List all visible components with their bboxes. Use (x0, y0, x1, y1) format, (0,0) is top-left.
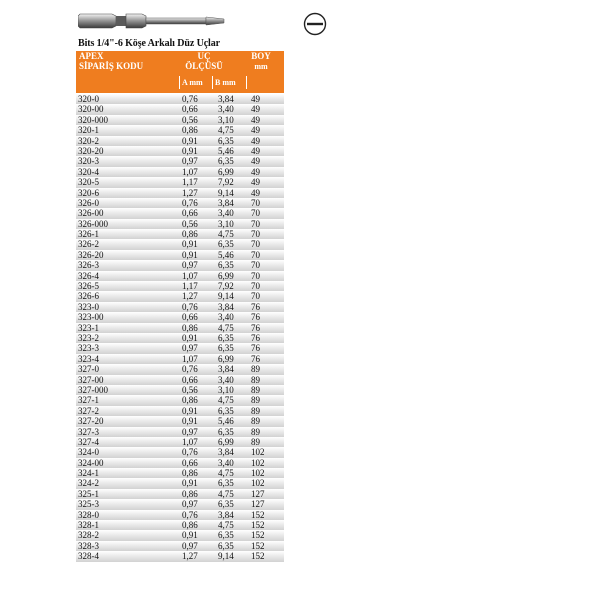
length-cell: 70 (251, 239, 260, 250)
b-mm-cell: 7,92 (218, 177, 234, 188)
b-mm-cell: 4,75 (218, 488, 234, 499)
a-mm-cell: 0,76 (182, 301, 198, 312)
header-length-unit: mm (254, 62, 268, 71)
a-mm-cell: 0,86 (182, 395, 198, 406)
b-mm-cell: 6,35 (218, 156, 234, 167)
length-cell: 76 (251, 301, 260, 312)
b-mm-cell: 3,84 (218, 509, 234, 520)
length-cell: 49 (251, 104, 260, 115)
b-mm-cell: 3,84 (218, 197, 234, 208)
length-cell: 89 (251, 416, 260, 427)
table-row (76, 302, 284, 312)
length-cell: 152 (251, 551, 265, 562)
length-cell: 70 (251, 218, 260, 229)
table-row (76, 104, 284, 114)
table-row (76, 468, 284, 478)
a-mm-cell: 0,56 (182, 384, 198, 395)
length-cell: 152 (251, 509, 265, 520)
length-cell: 152 (251, 520, 265, 531)
order-code-cell: 328-4 (78, 551, 99, 562)
order-code-cell: 327-0 (78, 364, 99, 375)
table-row (76, 229, 284, 239)
slotted-tip-icon (302, 11, 328, 37)
order-code-cell: 320-0 (78, 94, 99, 104)
b-mm-cell: 3,40 (218, 457, 234, 468)
order-code-cell: 325-3 (78, 499, 99, 510)
a-mm-cell: 0,76 (182, 94, 198, 104)
b-mm-cell: 6,35 (218, 478, 234, 489)
table-row (76, 177, 284, 187)
length-cell: 76 (251, 353, 260, 364)
table-row (76, 167, 284, 177)
length-cell: 70 (251, 249, 260, 260)
order-code-cell: 327-4 (78, 436, 99, 447)
length-cell: 49 (251, 114, 260, 125)
order-code-cell: 327-000 (78, 384, 108, 395)
a-mm-cell: 0,91 (182, 135, 198, 146)
a-mm-cell: 0,86 (182, 488, 198, 499)
table-row (76, 333, 284, 343)
order-code-cell: 324-1 (78, 468, 99, 479)
b-mm-cell: 4,75 (218, 229, 234, 240)
length-cell: 49 (251, 177, 260, 188)
a-mm-cell: 0,97 (182, 540, 198, 551)
length-cell: 49 (251, 125, 260, 136)
length-cell: 70 (251, 229, 260, 240)
header-length: BOY (251, 51, 271, 61)
b-mm-cell: 6,35 (218, 343, 234, 354)
b-mm-cell: 6,35 (218, 499, 234, 510)
b-mm-cell: 4,75 (218, 322, 234, 333)
order-code-cell: 328-2 (78, 530, 99, 541)
length-cell: 89 (251, 374, 260, 385)
length-cell: 70 (251, 270, 260, 281)
a-mm-cell: 0,66 (182, 457, 198, 468)
table-row (76, 146, 284, 156)
order-code-cell: 320-000 (78, 114, 108, 125)
table-row (76, 427, 284, 437)
order-code-cell: 324-2 (78, 478, 99, 489)
screwdriver-bit-icon (78, 10, 238, 32)
table-row (76, 239, 284, 249)
a-mm-cell: 1,07 (182, 436, 198, 447)
b-mm-cell: 6,35 (218, 405, 234, 416)
table-row (76, 364, 284, 374)
a-mm-cell: 1,27 (182, 291, 198, 302)
table-row (76, 458, 284, 468)
order-code-cell: 320-00 (78, 104, 104, 115)
table-row (76, 136, 284, 146)
table-row (76, 541, 284, 551)
table-row (76, 323, 284, 333)
table-row (76, 447, 284, 457)
length-cell: 76 (251, 343, 260, 354)
order-code-cell: 326-00 (78, 208, 104, 219)
length-cell: 49 (251, 135, 260, 146)
a-mm-cell: 0,91 (182, 530, 198, 541)
b-mm-cell: 6,35 (218, 332, 234, 343)
table-row (76, 198, 284, 208)
table-row (76, 406, 284, 416)
b-mm-cell: 6,35 (218, 530, 234, 541)
order-code-cell: 326-5 (78, 281, 99, 292)
a-mm-cell: 1,17 (182, 281, 198, 292)
a-mm-cell: 0,66 (182, 312, 198, 323)
table-row (76, 291, 284, 301)
a-mm-cell: 0,91 (182, 405, 198, 416)
length-cell: 89 (251, 384, 260, 395)
length-cell: 76 (251, 312, 260, 323)
a-mm-cell: 0,86 (182, 229, 198, 240)
b-mm-cell: 3,10 (218, 384, 234, 395)
length-cell: 102 (251, 457, 265, 468)
table-row (76, 156, 284, 166)
b-mm-cell: 3,40 (218, 104, 234, 115)
length-cell: 70 (251, 208, 260, 219)
b-mm-cell: 9,14 (218, 291, 234, 302)
b-mm-cell: 6,35 (218, 540, 234, 551)
order-code-cell: 323-00 (78, 312, 104, 323)
header-col-b: B mm (213, 76, 247, 89)
b-mm-cell: 7,92 (218, 281, 234, 292)
b-mm-cell: 4,75 (218, 395, 234, 406)
a-mm-cell: 0,91 (182, 239, 198, 250)
length-cell: 89 (251, 405, 260, 416)
table-row (76, 94, 284, 104)
a-mm-cell: 0,76 (182, 447, 198, 458)
a-mm-cell: 0,91 (182, 332, 198, 343)
table-row (76, 343, 284, 353)
b-mm-cell: 4,75 (218, 520, 234, 531)
order-code-cell: 325-1 (78, 488, 99, 499)
table-row (76, 437, 284, 447)
table-row (76, 219, 284, 229)
table-row (76, 115, 284, 125)
product-table (76, 51, 284, 562)
length-cell: 70 (251, 260, 260, 271)
order-code-cell: 320-3 (78, 156, 99, 167)
length-cell: 70 (251, 291, 260, 302)
table-row (76, 489, 284, 499)
a-mm-cell: 0,91 (182, 416, 198, 427)
table-row (76, 520, 284, 530)
a-mm-cell: 0,91 (182, 478, 198, 489)
order-code-cell: 326-20 (78, 249, 104, 260)
table-body (76, 94, 284, 562)
b-mm-cell: 4,75 (218, 468, 234, 479)
order-code-cell: 328-1 (78, 520, 99, 531)
table-row (76, 208, 284, 218)
order-code-cell: 323-4 (78, 353, 99, 364)
table-row (76, 499, 284, 509)
order-code-cell: 320-2 (78, 135, 99, 146)
b-mm-cell: 3,84 (218, 301, 234, 312)
order-code-cell: 326-1 (78, 229, 99, 240)
a-mm-cell: 1,07 (182, 353, 198, 364)
order-code-cell: 326-3 (78, 260, 99, 271)
length-cell: 102 (251, 468, 265, 479)
table-row (76, 530, 284, 540)
header-order-code: SİPARİŞ KODU (79, 61, 144, 71)
b-mm-cell: 6,99 (218, 166, 234, 177)
order-code-cell: 320-4 (78, 166, 99, 177)
order-code-cell: 328-0 (78, 509, 99, 520)
length-cell: 152 (251, 530, 265, 541)
table-row (76, 312, 284, 322)
a-mm-cell: 0,97 (182, 426, 198, 437)
length-cell: 76 (251, 332, 260, 343)
order-code-cell: 324-00 (78, 457, 104, 468)
order-code-cell: 327-00 (78, 374, 104, 385)
a-mm-cell: 0,97 (182, 156, 198, 167)
length-cell: 127 (251, 499, 265, 510)
b-mm-cell: 9,14 (218, 551, 234, 562)
length-cell: 49 (251, 94, 260, 104)
a-mm-cell: 0,97 (182, 260, 198, 271)
b-mm-cell: 3,40 (218, 374, 234, 385)
a-mm-cell: 0,66 (182, 374, 198, 385)
header-size: ÖLÇÜSÜ (185, 61, 223, 71)
order-code-cell: 324-0 (78, 447, 99, 458)
b-mm-cell: 6,35 (218, 135, 234, 146)
order-code-cell: 323-0 (78, 301, 99, 312)
a-mm-cell: 0,66 (182, 208, 198, 219)
table-row (76, 271, 284, 281)
length-cell: 49 (251, 156, 260, 167)
order-code-cell: 323-3 (78, 343, 99, 354)
a-mm-cell: 0,56 (182, 218, 198, 229)
order-code-cell: 323-2 (78, 332, 99, 343)
b-mm-cell: 6,99 (218, 270, 234, 281)
b-mm-cell: 3,84 (218, 447, 234, 458)
length-cell: 152 (251, 540, 265, 551)
a-mm-cell: 0,86 (182, 468, 198, 479)
b-mm-cell: 9,14 (218, 187, 234, 198)
a-mm-cell: 1,27 (182, 551, 198, 562)
b-mm-cell: 3,40 (218, 312, 234, 323)
b-mm-cell: 3,10 (218, 218, 234, 229)
order-code-cell: 327-3 (78, 426, 99, 437)
b-mm-cell: 4,75 (218, 125, 234, 136)
a-mm-cell: 0,97 (182, 343, 198, 354)
document-title: Bits 1/4"-6 Köşe Arkalı Düz Uçlar (78, 38, 220, 49)
a-mm-cell: 0,76 (182, 509, 198, 520)
order-code-cell: 327-1 (78, 395, 99, 406)
length-cell: 89 (251, 364, 260, 375)
b-mm-cell: 3,84 (218, 364, 234, 375)
header-col-a: A mm (179, 76, 213, 89)
a-mm-cell: 0,91 (182, 249, 198, 260)
order-code-cell: 323-1 (78, 322, 99, 333)
table-row (76, 354, 284, 364)
b-mm-cell: 6,99 (218, 353, 234, 364)
order-code-cell: 326-4 (78, 270, 99, 281)
table-row (76, 510, 284, 520)
a-mm-cell: 1,07 (182, 270, 198, 281)
length-cell: 70 (251, 281, 260, 292)
length-cell: 127 (251, 488, 265, 499)
table-row (76, 478, 284, 488)
length-cell: 89 (251, 436, 260, 447)
table-row (76, 416, 284, 426)
order-code-cell: 327-20 (78, 416, 104, 427)
b-mm-cell: 5,46 (218, 416, 234, 427)
length-cell: 49 (251, 166, 260, 177)
a-mm-cell: 1,07 (182, 166, 198, 177)
b-mm-cell: 3,10 (218, 114, 234, 125)
table-row (76, 551, 284, 561)
b-mm-cell: 5,46 (218, 249, 234, 260)
b-mm-cell: 6,35 (218, 239, 234, 250)
table-row (76, 260, 284, 270)
a-mm-cell: 1,17 (182, 177, 198, 188)
order-code-cell: 326-2 (78, 239, 99, 250)
b-mm-cell: 6,35 (218, 426, 234, 437)
order-code-cell: 320-5 (78, 177, 99, 188)
header-tip: UÇ (197, 51, 211, 61)
table-row (76, 250, 284, 260)
table-row (76, 395, 284, 405)
order-code-cell: 326-0 (78, 197, 99, 208)
order-code-cell: 320-1 (78, 125, 99, 136)
a-mm-cell: 0,97 (182, 499, 198, 510)
a-mm-cell: 0,86 (182, 125, 198, 136)
header-apex: APEX (79, 51, 104, 61)
b-mm-cell: 3,84 (218, 94, 234, 104)
table-row (76, 125, 284, 135)
table-header (76, 51, 284, 93)
length-cell: 89 (251, 395, 260, 406)
order-code-cell: 320-6 (78, 187, 99, 198)
length-cell: 49 (251, 145, 260, 156)
a-mm-cell: 0,86 (182, 322, 198, 333)
b-mm-cell: 5,46 (218, 145, 234, 156)
a-mm-cell: 0,56 (182, 114, 198, 125)
order-code-cell: 328-3 (78, 540, 99, 551)
table-row (76, 375, 284, 385)
length-cell: 102 (251, 447, 265, 458)
a-mm-cell: 0,76 (182, 197, 198, 208)
a-mm-cell: 0,86 (182, 520, 198, 531)
b-mm-cell: 6,35 (218, 260, 234, 271)
length-cell: 70 (251, 197, 260, 208)
b-mm-cell: 6,99 (218, 436, 234, 447)
table-row (76, 188, 284, 198)
a-mm-cell: 0,91 (182, 145, 198, 156)
order-code-cell: 320-20 (78, 145, 104, 156)
order-code-cell: 327-2 (78, 405, 99, 416)
b-mm-cell: 3,40 (218, 208, 234, 219)
order-code-cell: 326-000 (78, 218, 108, 229)
a-mm-cell: 0,66 (182, 104, 198, 115)
length-cell: 102 (251, 478, 265, 489)
a-mm-cell: 1,27 (182, 187, 198, 198)
order-code-cell: 326-6 (78, 291, 99, 302)
length-cell: 49 (251, 187, 260, 198)
length-cell: 89 (251, 426, 260, 437)
a-mm-cell: 0,76 (182, 364, 198, 375)
table-row (76, 281, 284, 291)
length-cell: 76 (251, 322, 260, 333)
table-row (76, 385, 284, 395)
